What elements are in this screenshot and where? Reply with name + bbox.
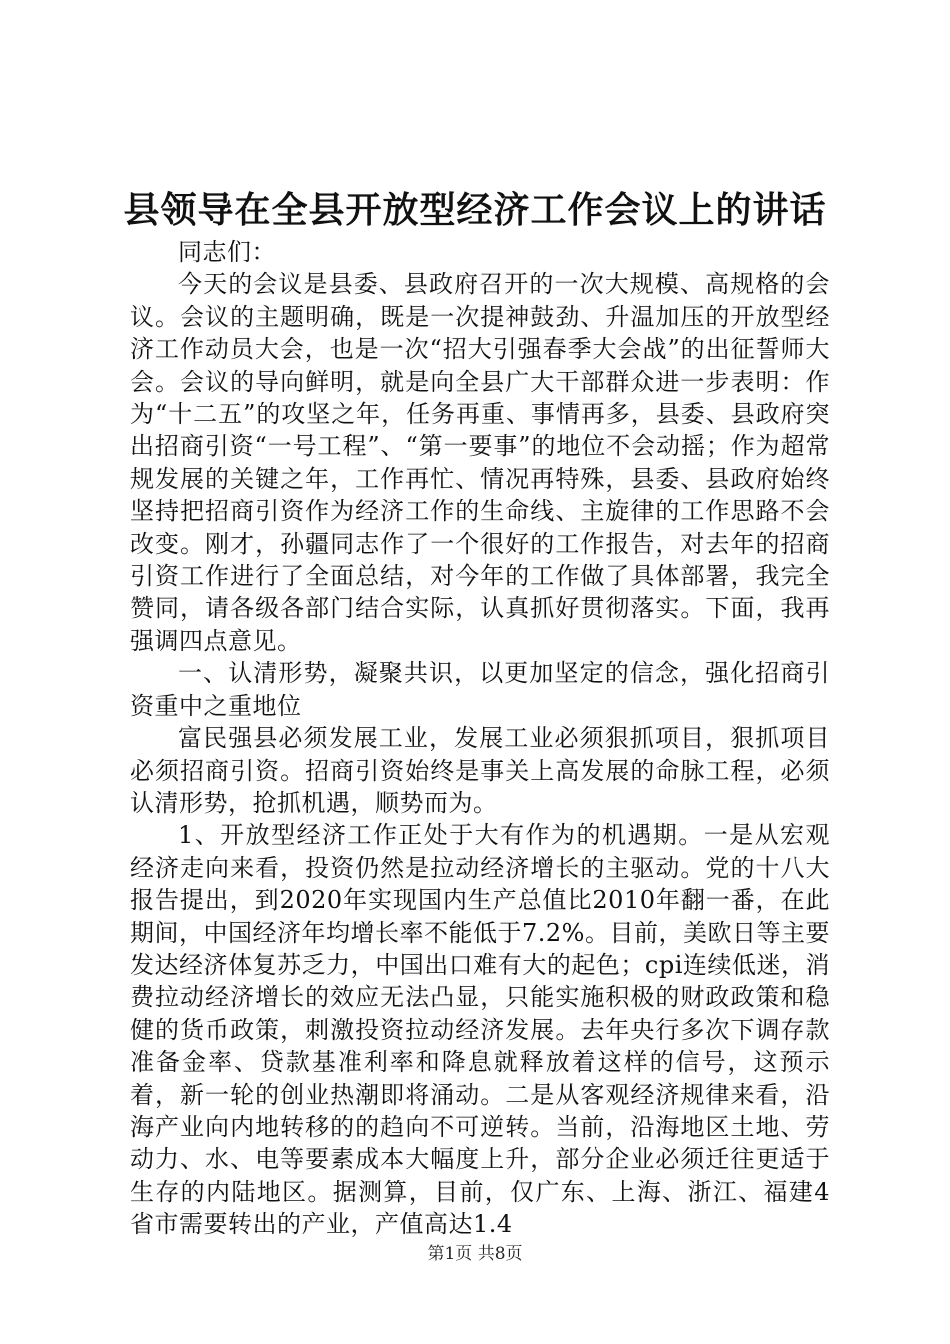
salutation: 同志们： xyxy=(178,238,276,266)
document-body xyxy=(130,236,830,1241)
document-title: 县领导在全县开放型经济工作会议上的讲话 xyxy=(123,189,827,231)
paragraph: 今天的会议是县委、县政府召开的一次大规模、高规格的会议。会议的主题明确，既是一次提神鼓劲、升温加压的开放型经济工作动员大会，也是一次“招大引强春季大会战”的出征誓师大会。会议的导向鲜明，就是向全县广大干部群众进一步表明：作为“十二五”的攻坚之年，任务再重、事情再多，县委、县政府突出招商引资“一号工程”、“第一要事”的地位不会动摇；作为超常规发展的关键之年，工作再忙、情况再特殊，县委、县政府始终坚持把招商引资作为经济工作的生命线、主旋律的工作思路不会改变。刚才，孙疆同志作了一个很好的工作报告，对去年的招商引资工作进行了全面总结，对今年的工作做了具体部署，我完全赞同，请各级各部门结合实际，认真抓好贯彻落实。下面，我再强调四点意见。 xyxy=(130,270,830,655)
section-heading: 一、认清形势，凝聚共识，以更加坚定的信念，强化招商引资重中之重地位 xyxy=(130,659,830,720)
paragraph: 富民强县必须发展工业，发展工业必须狠抓项目，狠抓项目必须招商引资。招商引资始终是事关上高发展的命脉工程，必须认清形势，抢抓机遇，顺势而为。 xyxy=(130,724,830,817)
page-footer: 第1页 共8页 xyxy=(427,1244,523,1264)
paragraph: 1、开放型经济工作正处于大有作为的机遇期。一是从宏观经济走向来看，投资仍然是拉动经济增长的主驱动。党的十八大报告提出，到2020年实现国内生产总值比2010年翻一番，在此期间，中国经济年均增长率不能低于7.2%。目前，美欧日等主要发达经济体复苏乏力，中国出口难有大的起色；cpi连续低迷，消费拉动经济增长的效应无法凸显，只能实施积极的财政政策和稳健的货币政策，刺激投资拉动经济发展。去年央行多次下调存款准备金率、贷款基准利率和降息就释放着这样的信号，这预示着，新一轮的创业热潮即将涌动。二是从客观经济规律来看，沿海产业向内地转移的的趋向不可逆转。当前，沿海地区土地、劳动力、水、电等要素成本大幅度上升，部分企业必须迁往更适于生存的内陆地区。据测算，目前，仅广东、上海、浙江、福建4省市需要转出的产业，产值高达1.4 xyxy=(130,821,830,1239)
